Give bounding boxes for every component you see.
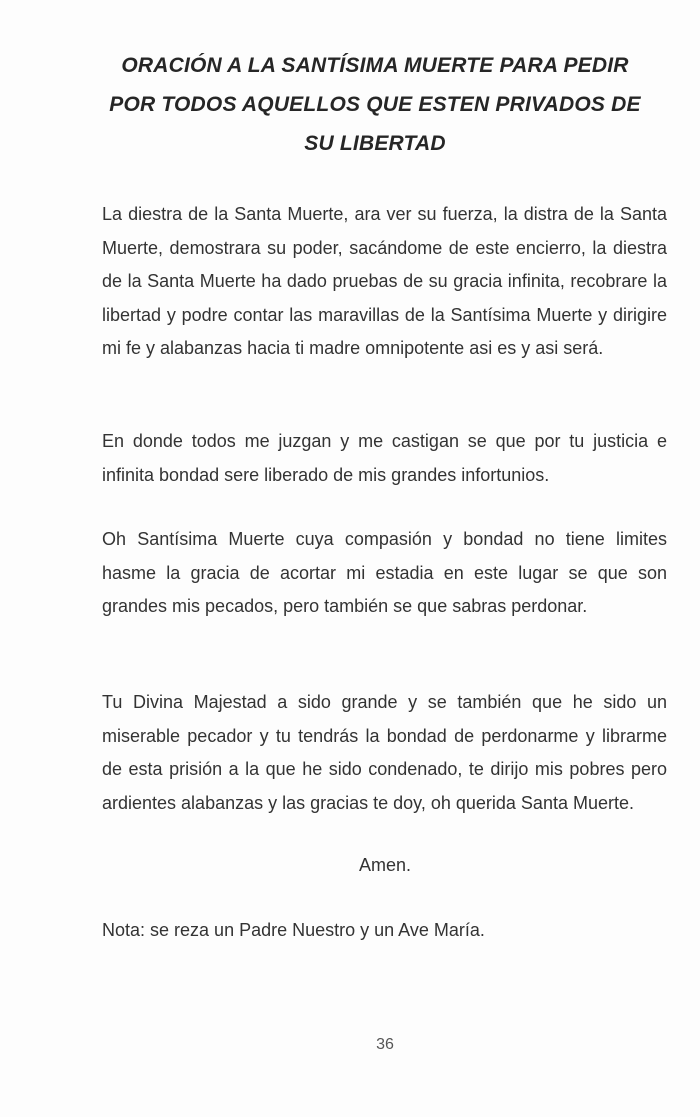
title-line: POR TODOS AQUELLOS QUE ESTEN PRIVADOS DE <box>109 93 641 116</box>
title-line: SU LIBERTAD <box>304 132 446 155</box>
page-title <box>80 46 670 163</box>
page-number: 36 <box>376 1036 394 1053</box>
prayer-paragraph-3: Oh Santísima Muerte cuya compasión y bondad no tiene limites hasme la gracia de acortar mi estadia en este lugar se que son grandes mis pecados, pero también se que sabras perdonar. <box>102 529 667 616</box>
prayer-paragraph-4: Tu Divina Majestad a sido grande y se también que he sido un miserable pecador y tu tendrás la bondad de perdonarme y librarme de esta prisión a la que he sido condenado, te dirijo mis pobres pero ardientes alabanzas y las gracias te doy, oh querida Santa Muerte. <box>102 692 667 813</box>
prayer-note: Nota: se reza un Padre Nuestro y un Ave María. <box>102 920 485 940</box>
prayer-paragraph-2: En donde todos me juzgan y me castigan se que por tu justicia e infinita bondad sere liberado de mis grandes infortunios. <box>102 431 667 485</box>
prayer-paragraph-1: La diestra de la Santa Muerte, ara ver su fuerza, la distra de la Santa Muerte, demostrara su poder, sacándome de este encierro, la diestra de la Santa Muerte ha dado pruebas de su gracia infinita, recobrare la libertad y podre contar las maravillas de la Santísima Muerte y dirigire mi fe y alabanzas hacia ti madre omnipotente asi es y asi será. <box>102 204 667 358</box>
title-line: ORACIÓN A LA SANTÍSIMA MUERTE PARA PEDIR <box>121 54 629 77</box>
closing-amen: Amen. <box>358 855 412 875</box>
